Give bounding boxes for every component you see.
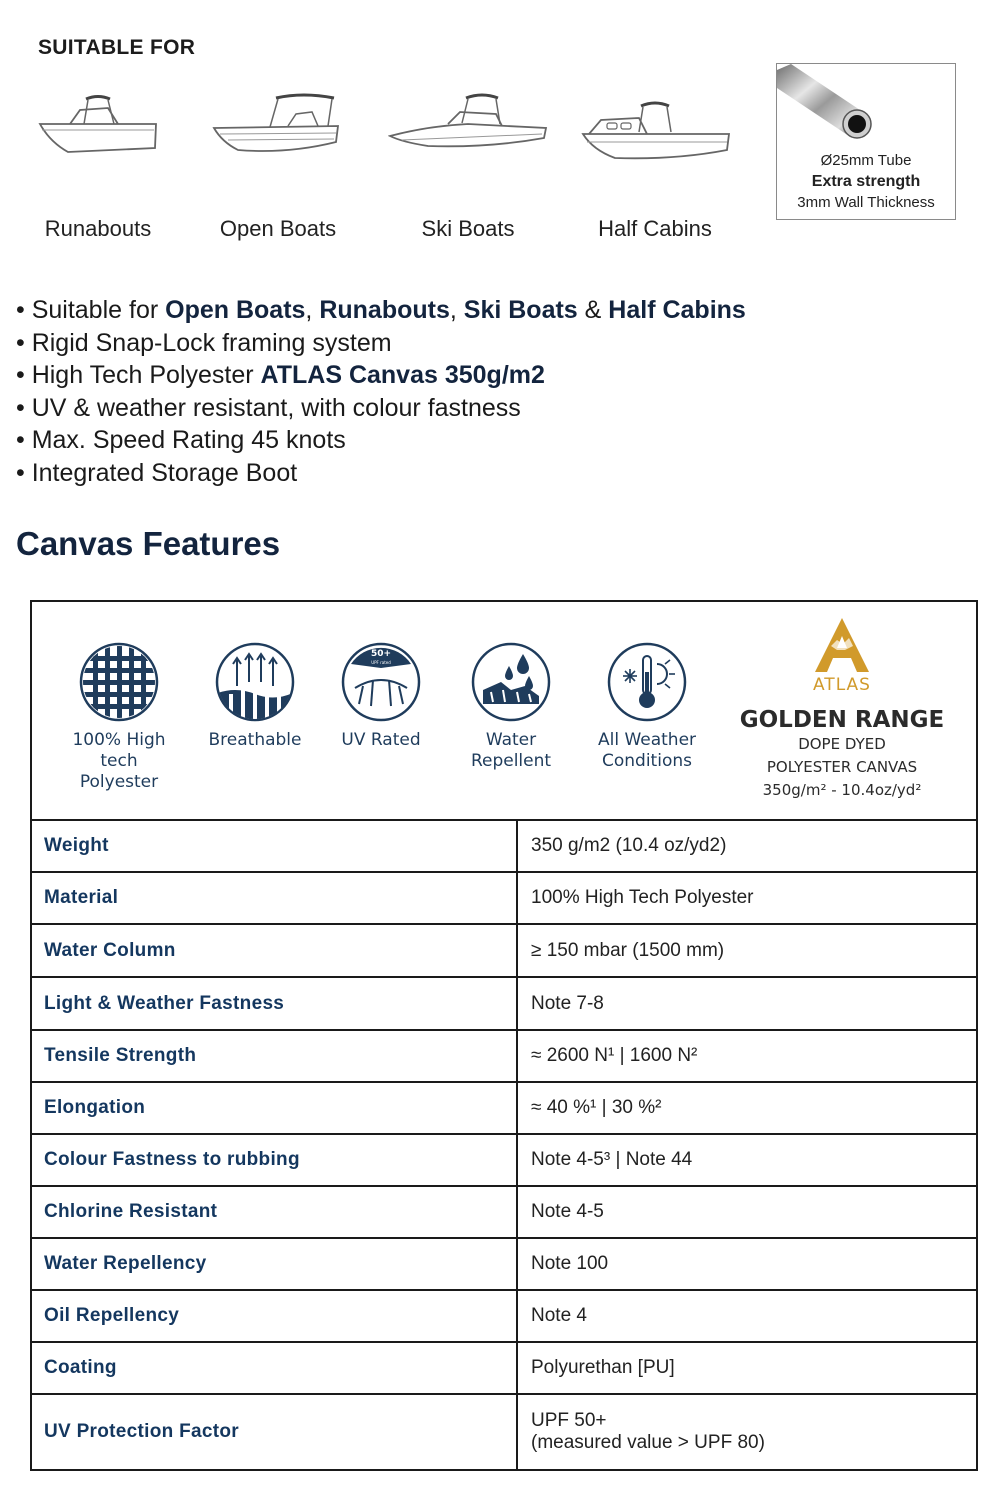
- spec-label: Chlorine Resistant: [32, 1187, 518, 1237]
- spec-value: 350 g/m2 (10.4 oz/yd2): [531, 835, 727, 856]
- water-repellent-icon: [471, 642, 551, 722]
- spec-row: [32, 1083, 976, 1135]
- spec-value-note: (measured value > UPF 80): [531, 1432, 765, 1453]
- spec-row: [32, 1395, 976, 1469]
- uv-badge-value: 50+: [370, 649, 392, 659]
- spec-label: Coating: [32, 1343, 518, 1393]
- spec-label: Weight: [32, 821, 518, 871]
- bullet-item: • Rigid Snap-Lock framing system: [16, 327, 746, 360]
- spec-value: Polyurethan [PU]: [531, 1357, 675, 1378]
- feature-icons-row: [32, 602, 976, 821]
- bullet-item: • Max. Speed Rating 45 knots: [16, 424, 746, 457]
- spec-row: [32, 873, 976, 925]
- canvas-features-heading: Canvas Features: [16, 525, 281, 562]
- bullet-item: • High Tech Polyester ATLAS Canvas 350g/m2: [16, 359, 746, 392]
- spec-row: [32, 1031, 976, 1083]
- atlas-line-3: 350g/m² - 10.4oz/yd²: [762, 781, 922, 799]
- spec-label: Light & Weather Fastness: [32, 978, 518, 1029]
- spec-label: Tensile Strength: [32, 1031, 518, 1081]
- bullet-item: • Integrated Storage Boot: [16, 457, 746, 490]
- boat-label: Runabouts: [44, 216, 152, 241]
- boat-label: Half Cabins: [598, 216, 712, 241]
- feature-label: 100% High tech: [72, 730, 166, 771]
- spec-value: Note 7-8: [531, 992, 604, 1014]
- feature-label: UV Rated: [341, 730, 421, 750]
- spec-value: ≈ 40 %¹ | 30 %²: [531, 1097, 662, 1118]
- half-cabin-boat-icon: [575, 90, 735, 166]
- spec-value: 100% High Tech Polyester: [531, 887, 754, 908]
- bullet-item: • UV & weather resistant, with colour fastness: [16, 392, 746, 425]
- bullet-item: • Suitable for Open Boats, Runabouts, Ski Boats & Half Cabins: [16, 294, 746, 327]
- boat-runabouts: [18, 90, 178, 241]
- runabout-boat-icon: [28, 90, 168, 160]
- spec-value: Note 4-5³ | Note 44: [531, 1149, 693, 1170]
- boat-ski-boats: [388, 90, 548, 241]
- boat-half-cabins: [575, 90, 735, 241]
- spec-label: Colour Fastness to rubbing: [32, 1135, 518, 1185]
- atlas-golden-range-badge: [732, 616, 952, 802]
- feature-label: Water: [485, 730, 537, 750]
- spec-label: UV Protection Factor: [32, 1395, 518, 1469]
- tube-diameter: Ø25mm Tube: [820, 152, 912, 169]
- ski-boat-icon: [388, 90, 548, 160]
- boat-label: Ski Boats: [421, 216, 515, 241]
- breathable-icon: [215, 642, 295, 722]
- feature-label: All Weather: [597, 730, 697, 750]
- suitable-for-heading: SUITABLE FOR: [38, 36, 196, 59]
- spec-value: Note 4-5: [531, 1201, 604, 1222]
- spec-row: [32, 978, 976, 1031]
- spec-label: Water Column: [32, 925, 518, 976]
- tube-spec-box: [776, 63, 956, 220]
- spec-value: ≈ 2600 N¹ | 1600 N²: [531, 1045, 698, 1066]
- uv-upf-icon: [341, 642, 421, 722]
- feature-polyester: [54, 642, 184, 793]
- steel-tube-icon: [777, 64, 955, 154]
- open-boat-icon: [208, 90, 348, 160]
- atlas-logo-icon: [807, 616, 877, 674]
- spec-label: Water Repellency: [32, 1239, 518, 1289]
- atlas-line-1: DOPE DYED: [798, 735, 886, 753]
- tube-wall-thickness: 3mm Wall Thickness: [797, 194, 935, 211]
- atlas-brand: ATLAS: [813, 675, 871, 695]
- spec-row: [32, 925, 976, 978]
- feature-label-2: Conditions: [602, 751, 692, 771]
- spec-row: [32, 821, 976, 873]
- boat-label: Open Boats: [219, 216, 337, 241]
- spec-row: [32, 1239, 976, 1291]
- thermometer-weather-icon: [607, 642, 687, 722]
- feature-label-2: Repellent: [470, 751, 552, 771]
- uv-badge-sub: UPF rated: [371, 660, 391, 665]
- spec-row: [32, 1135, 976, 1187]
- boat-open-boats: [198, 90, 358, 241]
- feature-uv-rated: [316, 642, 446, 751]
- spec-row: [32, 1187, 976, 1239]
- tube-strength: Extra strength: [811, 173, 921, 190]
- polyester-grid-icon: [79, 642, 159, 722]
- spec-value: UPF 50+: [531, 1410, 607, 1431]
- atlas-range-title: GOLDEN RANGE: [739, 707, 945, 733]
- feature-water-repellent: [446, 642, 576, 772]
- feature-breathable: [190, 642, 320, 751]
- spec-row: [32, 1291, 976, 1343]
- spec-label: Elongation: [32, 1083, 518, 1133]
- spec-value: ≥ 150 mbar (1500 mm): [531, 939, 725, 961]
- feature-label: Breathable: [208, 730, 302, 750]
- feature-all-weather: [582, 642, 712, 772]
- spec-value: Note 100: [531, 1253, 609, 1274]
- spec-row: [32, 1343, 976, 1395]
- feature-label-2: Polyester: [79, 772, 159, 792]
- spec-label: Material: [32, 873, 518, 923]
- atlas-line-2: POLYESTER CANVAS: [766, 758, 918, 776]
- feature-bullet-list: [16, 294, 746, 490]
- canvas-spec-table: [30, 600, 978, 1471]
- spec-value: Note 4: [531, 1305, 587, 1326]
- spec-label: Oil Repellency: [32, 1291, 518, 1341]
